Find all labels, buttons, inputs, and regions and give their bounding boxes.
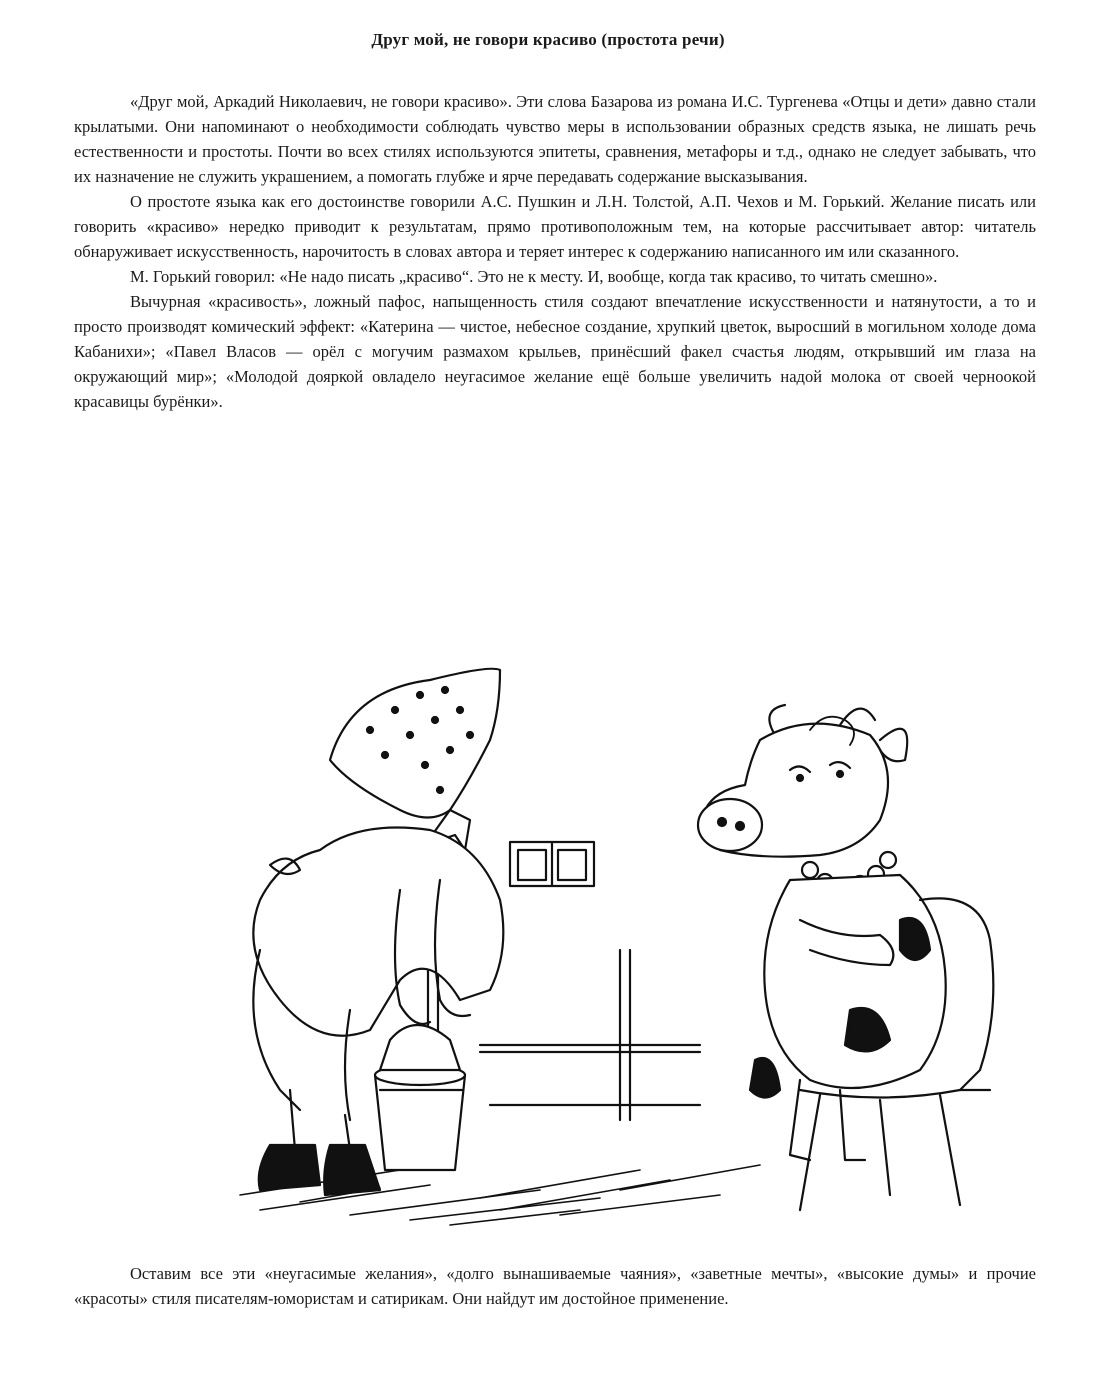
paragraph: Оставим все эти «неугасимые желания», «долго вынашиваемые чаяния», «заветные мечты», «высокие думы» и прочие «красоты» стиля писателям-юмористам и сатирикам. Они найдут им достойное применение. bbox=[74, 1264, 1036, 1308]
cow-drawing bbox=[698, 705, 993, 1210]
paragraph: О простоте языка как его достоинстве говорили А.С. Пушкин и Л.Н. Толстой, А.П. Чехов и М. Горький. Желание писать или говорить «красиво» нередко приводит к результатам, прямо противоположным тем, на которые рассчитывает автор: читатель обнаруживает искусственность, нарочитость в словах автора и теряет интерес к содержанию написанного им или сказанного. bbox=[74, 192, 1036, 261]
paragraph: Вычурная «красивость», ложный пафос, напыщенность стиля создают впечатление искусственности и натянутости, а то и просто производят комический эффект: «Катерина — чистое, небесное создание, хрупкий цветок, выросший в могильном холоде дома Кабанихи»; «Павел Власов — орёл с могучим размахом крыльев, принёсший факел счастья людям, открывший им глаза на окружающий мир»; «Молодой дояркой овладело неугасимое желание ещё больше увеличить надой молока от своей черноокой красавицы бурёнки». bbox=[74, 292, 1036, 411]
cartoon-illustration bbox=[200, 650, 1000, 1230]
body-text bbox=[74, 89, 1036, 414]
page-title: Друг мой, не говори красиво (простота речи) bbox=[371, 30, 725, 49]
paragraph: М. Горький говорил: «Не надо писать „красиво“. Это не к месту. И, вообще, когда так красиво, то читать смешно». bbox=[130, 267, 938, 286]
window-drawing bbox=[510, 842, 594, 886]
closing-text bbox=[74, 1261, 1036, 1311]
paragraph: «Друг мой, Аркадий Николаевич, не говори красиво». Эти слова Базарова из романа И.С. Тургенева «Отцы и дети» давно стали крылатыми. Они напоминают о необходимости соблюдать чувство меры в использовании образных средств языка, не лишать речь естественности и простоты. Почти во всех стилях используются эпитеты, сравнения, метафоры и т.д., однако не следует забывать, что их назначение не служить украшением, а помогать глубже и ярче передавать содержание высказывания. bbox=[74, 92, 1036, 186]
milk-bucket-drawing bbox=[375, 1025, 465, 1170]
